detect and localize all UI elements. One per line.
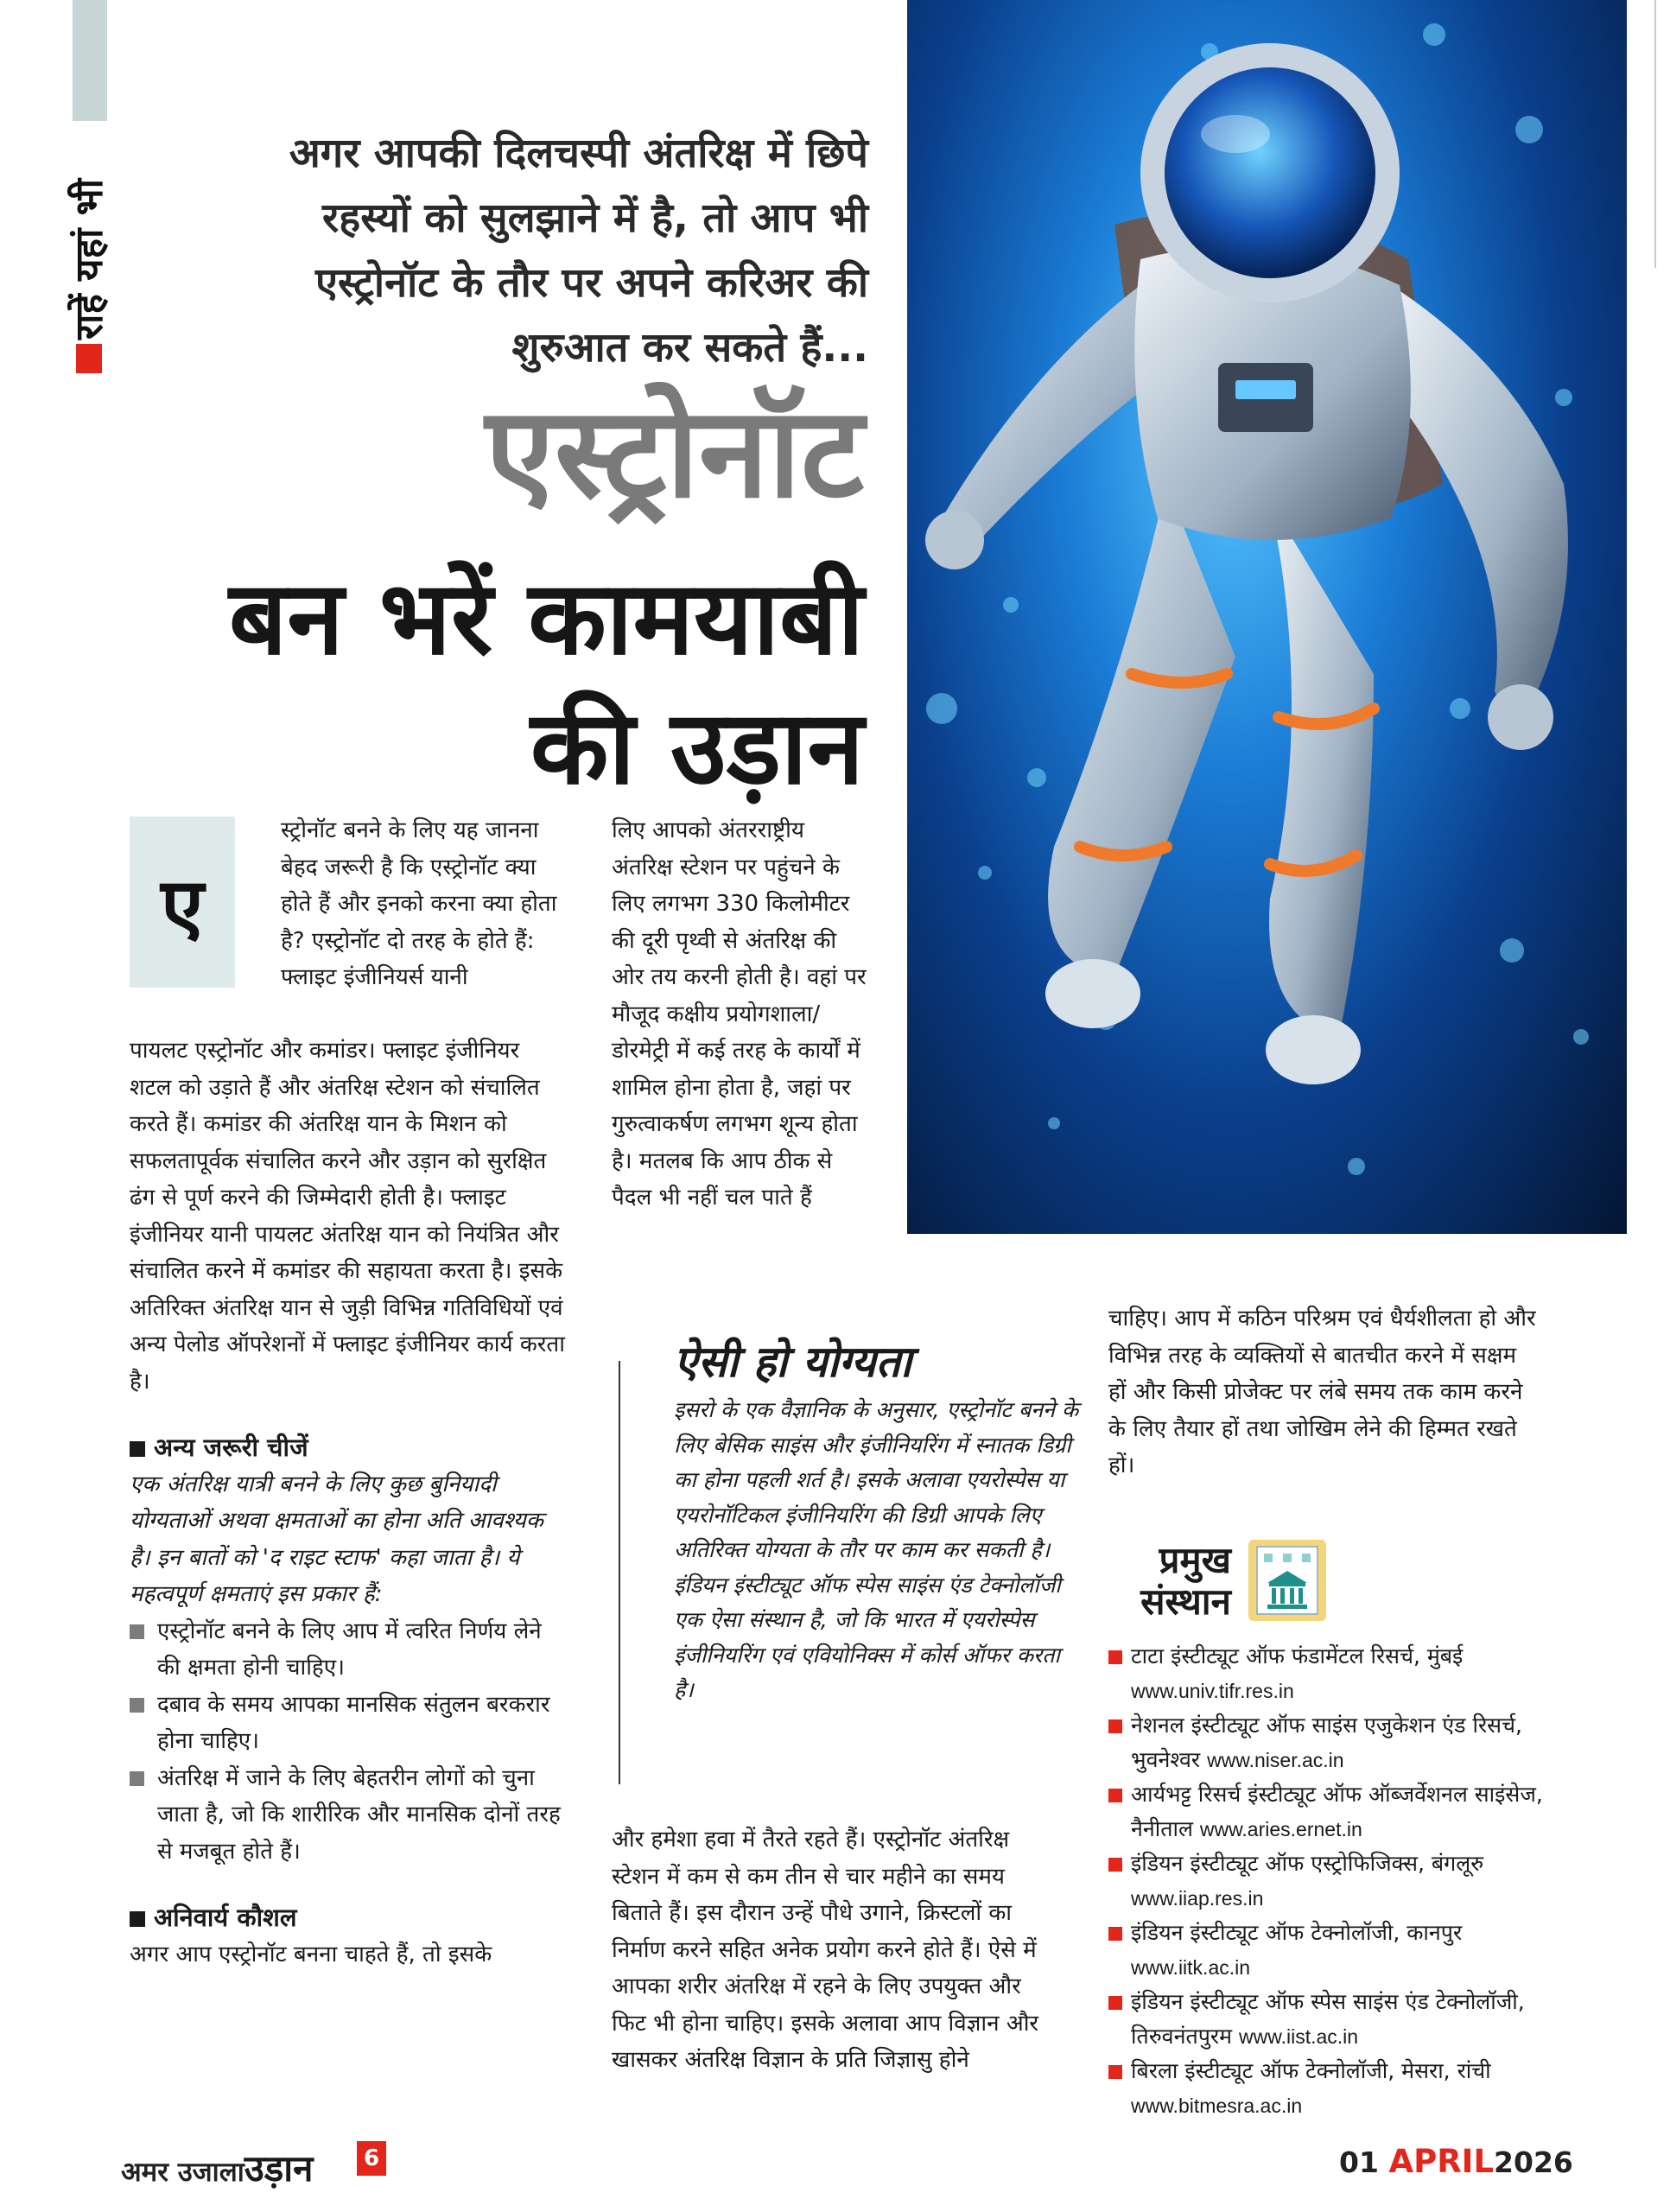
institutes-heading-line2: संस्थान [1140,1580,1231,1623]
bullet-text: अंतरिक्ष में जाने के लिए बेहतरीन लोगों को चुना जाता है, जो कि शारीरिक और मानसिक दोनों तरह से मजबूत होते हैं। [157,1764,561,1865]
footer-brand-big: उड़ान [244,2147,314,2190]
institute-name: आर्यभट्ट रिसर्च इंस्टीट्यूट ऑफ ऑब्जर्वेशनल साइंसेज, नैनीताल [1131,1782,1543,1841]
drop-cap-letter: ए [161,861,204,952]
square-bullet-icon [130,1698,144,1713]
square-bullet-icon [130,1441,145,1457]
other-things-text: एक अंतरिक्ष यात्री बनने के लिए कुछ बुनियादी योग्यताओं अथवा क्षमताओं का होना अति आवश्यक है। इन बातों को 'द राइट स्टाफ' कहा जाता है। ये महत्वपूर्ण क्षमताएं इस प्रकार हैं: [130,1471,543,1607]
building-icon [1248,1540,1326,1621]
headline-line-2: बन भरें कामयाबी [229,558,864,677]
footer-date-month: APRIL [1388,2143,1495,2180]
institute-name: इंडियन इंस्टीट्यूट ऑफ एस्ट्रोफिजिक्स, बंगलूरु [1131,1851,1484,1876]
institute-url: www.niser.ac.in [1207,1749,1344,1771]
square-bullet-icon [130,1624,144,1639]
institute-url: www.iist.ac.in [1239,2025,1359,2048]
subheading-essential-skills-text: अनिवार्य कौशल [154,1903,297,1932]
section-marker [76,344,102,373]
page-edge-line [1654,0,1656,268]
headline-line-3: की उड़ान [530,688,864,807]
article-col1-paragraph: पायलट एस्ट्रोनॉट और कमांडर। फ्लाइट इंजीनियर शटल को उड़ाते हैं और अंतरिक्ष स्टेशन को संचालित करते हैं। कमांडर की अंतरिक्ष यान के मिशन को सफलतापूर्वक संचालित करने और उड़ान को सुरक्षित ढंग से पूर्ण करने की जिम्मेदारी होती है। फ्लाइट इंजीनियर यानी पायलट अंतरिक्ष यान को नियंत्रित और संचालित करने में कमांडर की सहायता करता है। इसके अतिरिक्त अंतरिक्ष यान से जुड़ी विभिन्न गतिविधियों एवं अन्य पेलोड ऑपरेशनों में फ्लाइट इंजीनियर कार्य करता है। [130,1038,565,1395]
institute-name: नेशनल इंस्टीट्यूट ऑफ साइंस एजुकेशन एंड रिसर्च, भुवनेश्वर [1131,1713,1522,1772]
article-col2-top: लिए आपको अंतरराष्ट्रीय अंतरिक्ष स्टेशन पर पहुंचने के लिए लगभग 330 किलोमीटर की दूरी पृथ्वी से अंतरिक्ष की ओर तय करनी होती है। वहां पर मौजूद कक्षीय प्रयोगशाला/ डोरमेट्री में कई तरह के कार्यों में शामिल होना होता है, जहां पर गुरुत्वाकर्षण लगभग शून्य होता है। मतलब कि आप ठीक से पैदल भी नहीं चल पाते हैं [612,817,867,1211]
qualities-bullet-item [130,1687,566,1760]
footer-date-day: 01 [1339,2145,1379,2179]
qualification-rule [619,1361,620,1784]
qualities-bullet-item [130,1760,566,1871]
square-bullet-icon [130,1771,144,1786]
institute-item [1108,1847,1558,1916]
article-col1-intro: स्ट्रोनॉट बनने के लिए यह जानना बेहद जरूरी है कि एस्ट्रोनॉट क्या होते हैं और इनको करना क्या होता है? एस्ट्रोनॉट दो तरह के होते हैं: फ्लाइट इंजीनियर्स यानी [281,817,557,990]
institutes-heading [1106,1540,1231,1623]
institute-item [1108,1985,1558,2054]
headline-line-1: एस्ट्रोनॉट [485,380,864,526]
astronaut-hero-image [907,0,1627,1234]
institute-item [1108,1916,1558,1985]
qualities-bullet-item [130,1613,566,1687]
red-square-bullet-icon [1108,1996,1122,2010]
qualification-text: इसरो के एक वैज्ञानिक के अनुसार, एस्ट्रोनॉट बनने के लिए बेसिक साइंस और इंजीनियरिंग में स्नातक डिग्री का होना पहली शर्त है। इसके अलावा एयरोस्पेस या एयरोनॉटिकल इंजीनियरिंग की डिग्री आपके लिए अतिरिक्त योग्यता के तौर पर काम कर सकती है। इंडियन इंस्टीट्यूट ऑफ स्पेस साइंस एंड टेक्नोलॉजी एक ऐसा संस्थान है, जो कि भारत में एयरोस्पेस इंजीनियरिंग एवं एवियोनिक्स में कोर्स ऑफर करता है। [674,1397,1079,1702]
institute-url: www.bitmesra.ac.in [1131,2094,1303,2117]
page-number: 6 [357,2141,386,2176]
article-col1 [130,1033,566,1973]
institute-name: इंडियन इंस्टीट्यूट ऑफ टेक्नोलॉजी, कानपुर [1131,1920,1463,1945]
red-square-bullet-icon [1108,1927,1122,1941]
footer-date [1339,2143,1573,2180]
institute-name: बिरला इंस्टीट्यूट ऑफ टेक्नोलॉजी, मेसरा, रांची [1131,2058,1491,2083]
institute-item [1108,2054,1558,2123]
side-accent-strip [73,0,107,121]
drop-cap-box [130,817,235,988]
footer-brand-small: अमर उजाला [121,2157,244,2188]
section-label-text: राहें यहां भी [67,178,111,340]
essential-skills-text: अगर आप एस्ट्रोनॉट बनना चाहते हैं, तो इसके [130,1941,492,1967]
qualification-heading: ऐसी हो योग्यता [674,1337,912,1387]
red-square-bullet-icon [1108,1789,1122,1802]
red-square-bullet-icon [1108,1719,1122,1733]
article-col2-bottom: और हमेशा हवा में तैरते रहते हैं। एस्ट्रोनॉट अंतरिक्ष स्टेशन में कम से कम तीन से चार महीने का समय बिताते हैं। इस दौरान उन्हें पौधे उगाने, क्रिस्टलों का निर्माण करने सहित अनेक प्रयोग करने होते हैं। ऐसे में आपका शरीर अंतरिक्ष में रहने के लिए उपयुक्त और फिट भी होना चाहिए। इसके अलावा आप विज्ञान और खासकर अंतरिक्ष विज्ञान के प्रति जिज्ञासु होने [612,1827,1039,2073]
institute-url: www.aries.ernet.in [1199,1818,1362,1840]
institute-url: www.iiap.res.in [1131,1887,1264,1910]
institute-url: www.iitk.ac.in [1131,1956,1251,1979]
footer-brand [121,2143,313,2192]
red-square-bullet-icon [1108,2065,1122,2079]
red-square-bullet-icon [1108,1858,1122,1872]
institute-name: टाटा इंस्टीट्यूट ऑफ फंडामेंटल रिसर्च, मुंबई [1131,1643,1464,1669]
subheading-other-things-text: अन्य जरूरी चीजें [154,1433,308,1462]
article-col3-top: चाहिए। आप में कठिन परिश्रम एवं धैर्यशीलता हो और विभिन्न तरह के व्यक्तियों से बातचीत करने में सक्षम हों और किसी प्रोजेक्ट पर लंबे समय तक काम करने के लिए तैयार हों तथा जोखिम लेने की हिम्मत रखते हों। [1108,1306,1536,1478]
institute-item [1108,1777,1558,1847]
institute-url: www.univ.tifr.res.in [1131,1680,1294,1702]
intro-deck: अगर आपकी दिलचस्पी अंतरिक्ष में छिपे रहस्यों को सुलझाने में है, तो आप भी एस्ट्रोनॉट के तौर पर अपने करिअर की शुरुआत कर सकते हैं... [289,130,868,372]
institute-item [1108,1708,1558,1777]
subheading-essential-skills [130,1899,566,1936]
bullet-text: एस्ट्रोनॉट बनने के लिए आप में त्वरित निर्णय लेने की क्षमता होनी चाहिए। [157,1618,542,1681]
institutes-list [1108,1639,1558,2123]
square-bullet-icon [130,1911,145,1927]
institute-item [1108,1639,1558,1708]
subheading-other-things [130,1429,566,1466]
institutes-heading-line1: प्रमुख [1159,1539,1231,1581]
institute-name: इंडियन इंस्टीट्यूट ऑफ स्पेस साइंस एंड टेक्नोलॉजी, तिरुवनंतपुरम [1131,1989,1525,2049]
red-square-bullet-icon [1108,1650,1122,1664]
bullet-text: दबाव के समय आपका मानसिक संतुलन बरकरार होना चाहिए। [157,1691,550,1754]
footer-date-year: 2026 [1494,2145,1573,2179]
